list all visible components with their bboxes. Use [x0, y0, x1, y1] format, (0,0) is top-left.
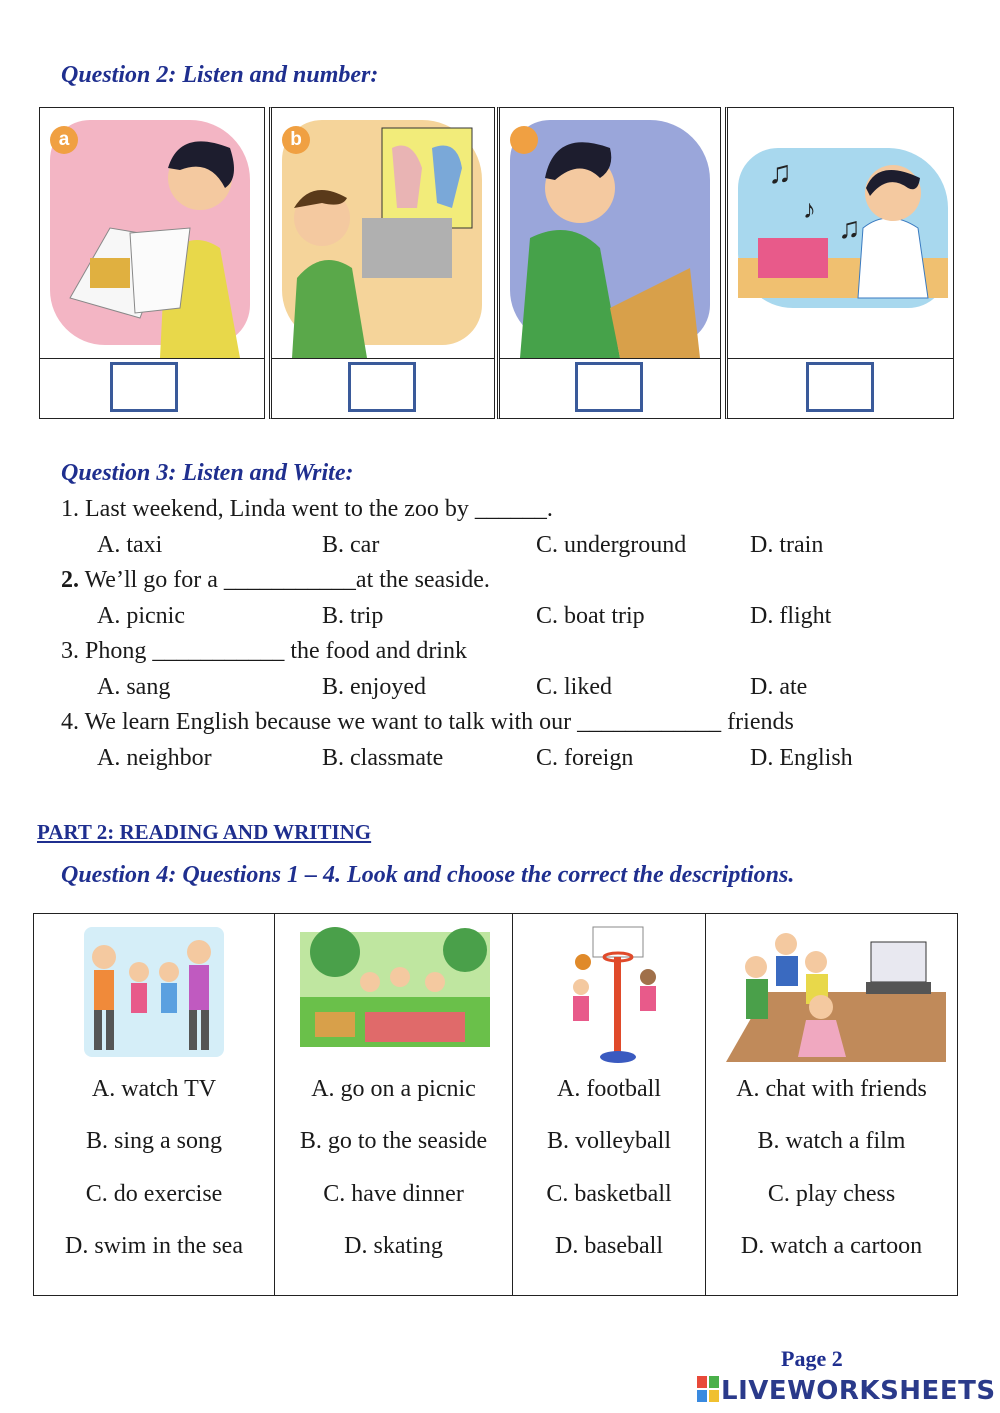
svg-text:♫: ♫ [768, 154, 792, 190]
answer-box-2[interactable] [348, 362, 416, 412]
question-4-table [33, 913, 958, 1296]
svg-text:♪: ♪ [803, 195, 816, 224]
q3-option[interactable]: D. flight [750, 603, 832, 629]
q3-option[interactable]: B. trip [322, 603, 384, 629]
q4-choice[interactable]: A. go on a picnic [311, 1076, 476, 1102]
page-number: Page 2 [781, 1346, 843, 1371]
q3-option[interactable]: A. taxi [97, 532, 163, 558]
q4-choice[interactable]: D. watch a cartoon [740, 1233, 923, 1259]
girl-singing-picture [728, 108, 953, 359]
q4-choice[interactable]: A. football [557, 1076, 661, 1102]
q3-option[interactable]: C. boat trip [536, 603, 645, 629]
q2-picture-cell [39, 107, 265, 419]
answer-box-3[interactable] [575, 362, 643, 412]
question-4-title: Question 4: Questions 1 – 4. Look and choose the correct the descriptions. [61, 862, 795, 888]
q3-option[interactable]: D. ate [750, 674, 808, 700]
svg-text:♫: ♫ [838, 212, 861, 245]
q4-choice[interactable]: B. watch a film [757, 1128, 906, 1154]
q3-option[interactable]: C. liked [536, 674, 612, 700]
liveworksheets-logo-icon [697, 1376, 719, 1402]
q4-choice[interactable]: C. do exercise [85, 1181, 223, 1207]
q3-option[interactable]: D. train [750, 532, 824, 558]
q3-option[interactable]: B. enjoyed [322, 674, 426, 700]
q3-option[interactable]: A. picnic [97, 603, 185, 629]
q4-choice[interactable]: C. basketball [546, 1181, 672, 1207]
picnic-picture [275, 922, 512, 1067]
part-2-heading: PART 2: READING AND WRITING [37, 820, 372, 844]
liveworksheets-brand [697, 1376, 996, 1406]
q4-choice[interactable]: C. play chess [767, 1181, 896, 1207]
q4-choice[interactable]: D. baseball [555, 1233, 663, 1259]
q2-picture-cell [497, 107, 721, 419]
brand-text: LIVEWORKSHEETS [721, 1376, 996, 1406]
answer-box-1[interactable] [110, 362, 178, 412]
q3-option[interactable]: B. car [322, 532, 380, 558]
q3-option[interactable]: A. sang [97, 674, 171, 700]
basketball-picture [513, 922, 705, 1067]
picture-label-badge: a [50, 126, 78, 154]
q4-choice[interactable]: A. watch TV [91, 1076, 217, 1102]
q4-column [34, 914, 275, 1295]
boy-watching-tv-picture [272, 108, 494, 359]
q4-choice[interactable]: B. go to the seaside [299, 1128, 488, 1154]
children-watching-tv-picture [706, 922, 957, 1067]
q3-stem: 1. Last weekend, Linda went to the zoo by ______. [61, 496, 553, 522]
question-2-title: Question 2: Listen and number: [61, 62, 379, 88]
picture-label-badge: b [282, 126, 310, 154]
q4-choice[interactable]: D. swim in the sea [65, 1233, 243, 1259]
q4-choice[interactable]: B. volleyball [547, 1128, 671, 1154]
q3-stem: 4. We learn English because we want to talk with our ____________ friends [61, 709, 794, 735]
answer-box-4[interactable] [806, 362, 874, 412]
q4-choice[interactable]: A. chat with friends [736, 1076, 927, 1102]
q4-choice[interactable]: C. have dinner [323, 1181, 464, 1207]
picture-label-badge [510, 126, 538, 154]
q3-option[interactable]: B. classmate [322, 745, 444, 771]
q3-option[interactable]: C. underground [536, 532, 687, 558]
question-2-picture-grid [39, 107, 954, 419]
q4-choice[interactable]: B. sing a song [85, 1128, 222, 1154]
q3-option[interactable]: A. neighbor [97, 745, 212, 771]
q2-picture-cell [725, 107, 954, 419]
q4-choice[interactable]: D. skating [344, 1233, 443, 1259]
q3-stem: 2. We’ll go for a ___________at the seaside. [61, 567, 490, 593]
q3-option[interactable]: D. English [750, 745, 853, 771]
family-exercise-picture [34, 922, 274, 1067]
q3-stem: 3. Phong ___________ the food and drink [61, 638, 467, 664]
boy-reading-comic-picture [40, 108, 264, 359]
q4-column [275, 914, 513, 1295]
q2-picture-cell [269, 107, 495, 419]
q4-column [706, 914, 957, 1295]
question-3-title: Question 3: Listen and Write: [61, 460, 354, 486]
q4-column [513, 914, 706, 1295]
boy-writing-picture [500, 108, 720, 359]
q3-option[interactable]: C. foreign [536, 745, 634, 771]
